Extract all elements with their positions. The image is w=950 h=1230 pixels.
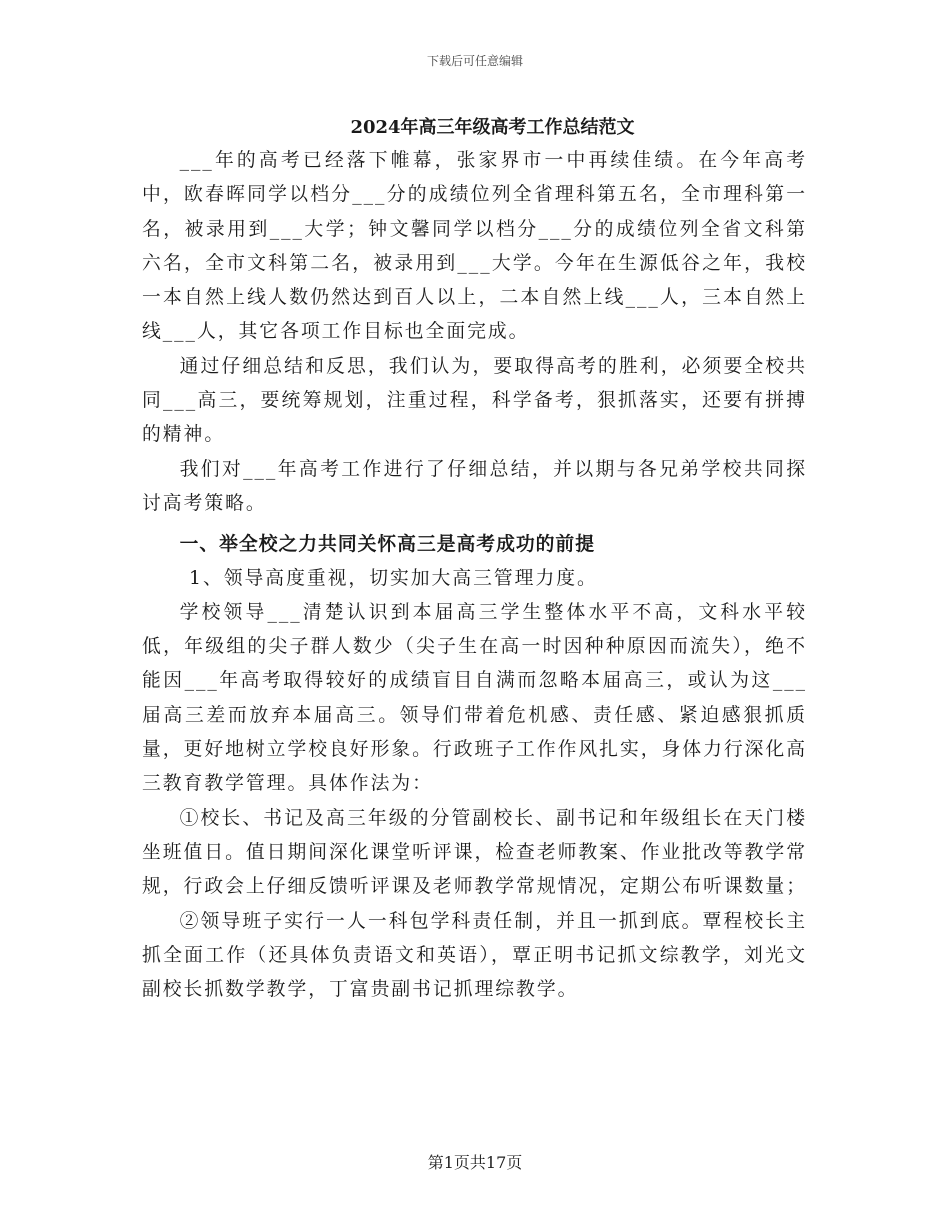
page-number: 第1页共17页 [427,1153,523,1172]
paragraph-intro: ___年的高考已经落下帷幕，张家界市一中再续佳绩。在今年高考中，欧春晖同学以档分___分的成绩位列全省理科第五名，全市理科第一名，被录用到___大学；钟文馨同学以档分___分的成绩位列全省文科第六名，全市文科第二名，被录用到___大学。今年在生源低谷之年，我校一本自然上线人数仍然达到百人以上，二本自然上线___人，三本自然上线___人，其它各项工作目标也全面完成。 [142,150,807,343]
document-body [142,114,807,1007]
page-header-note: 下载后可任意编辑 [426,54,523,68]
paragraph-item-2: ②领导班子实行一人一科包学科责任制，并且一抓到底。覃程校长主抓全面工作（还具体负责语文和英语），覃正明书记抓文综教学，刘光文副校长抓数学教学，丁富贵副书记抓理综教学。 [142,910,807,1001]
paragraph-summary: 我们对___年高考工作进行了仔细总结，并以期与各兄弟学校共同探讨高考策略。 [142,458,807,514]
section-heading-1: 一、举全校之力共同关怀高三是高考成功的前提 [179,533,595,556]
document-title: 2024年高三年级高考工作总结范文 [350,117,635,138]
subsection-heading-1: 1、领导高度重视，切实加大高三管理力度。 [189,567,598,589]
paragraph-item-1: ①校长、书记及高三年级的分管副校长、副书记和年级组长在天门楼坐班值日。值日期间深化课堂听评课，检查老师教案、作业批改等教学常规，行政会上仔细反馈听评课及老师教学常规情况，定期公布听课数量； [142,807,807,898]
paragraph-leadership: 学校领导___清楚认识到本届高三学生整体水平不高，文科水平较低，年级组的尖子群人数少（尖子生在高一时因种种原因而流失），绝不能因___年高考取得较好的成绩盲目自满而忽略本届高三，或认为这___届高三差而放弃本届高三。领导们带着危机感、责任感、紧迫感狠抓质量，更好地树立学校良好形象。行政班子工作作风扎实，身体力行深化高三教育教学管理。具体作法为： [142,601,807,795]
paragraph-reflection: 通过仔细总结和反思，我们认为，要取得高考的胜利，必须要全校共同___高三，要统筹规划，注重过程，科学备考，狠抓落实，还要有拼搏的精神。 [142,355,807,446]
